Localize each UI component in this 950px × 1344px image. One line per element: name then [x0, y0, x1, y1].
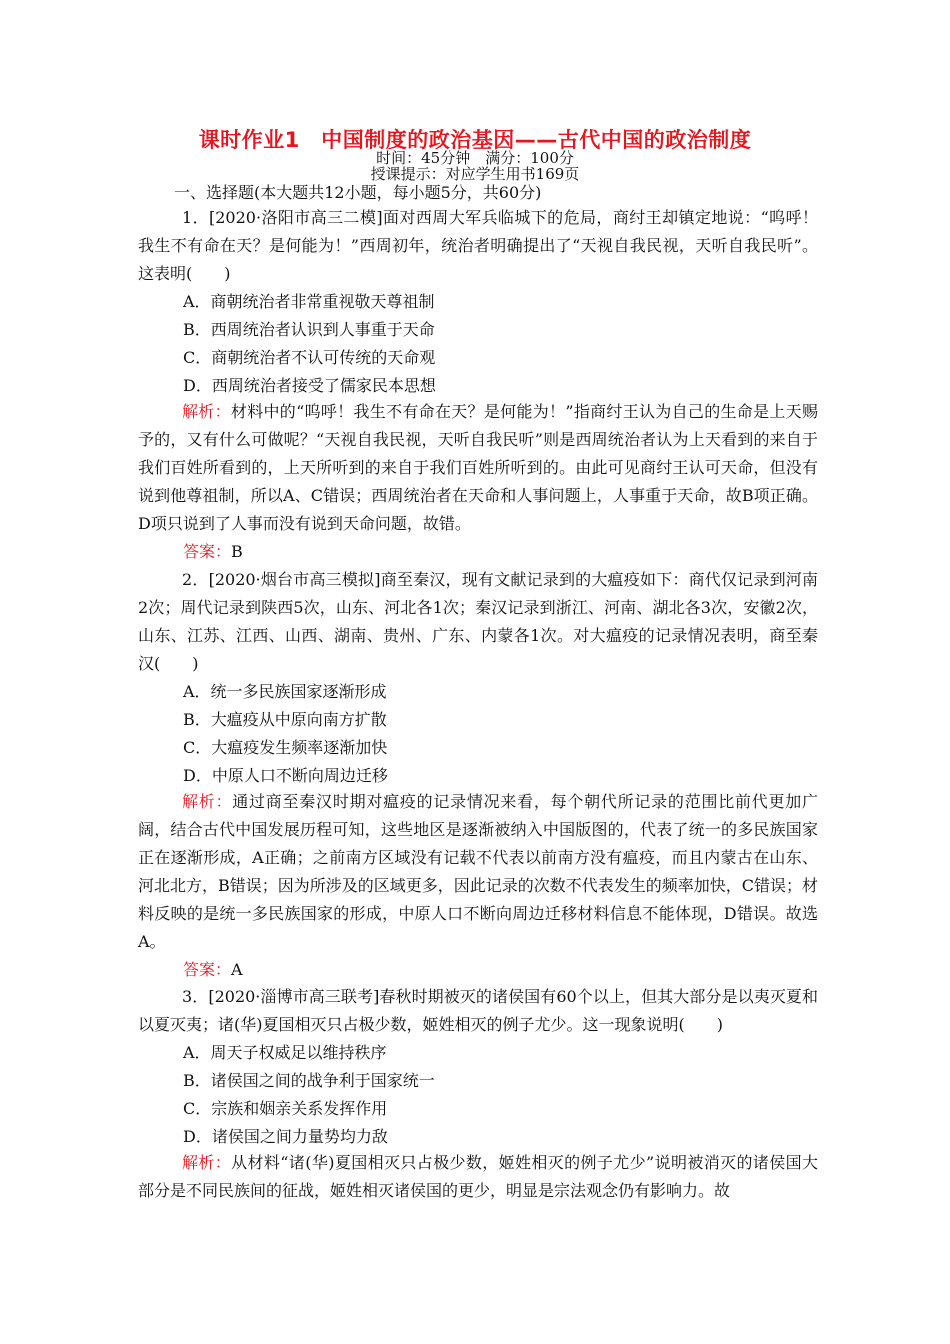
question-3-option-c: C．宗族和姻亲关系发挥作用: [183, 1099, 388, 1118]
question-1-option-a: A．商朝统治者非常重视敬天尊祖制: [183, 292, 435, 311]
answer-label: 答案：: [183, 960, 232, 979]
question-2-stem: 2．[2020·烟台市高三模拟]商至秦汉，现有文献记录到的大瘟疫如下：商代仅记录到河南2次；周代记录到陕西5次，山东、河北各1次；秦汉记录到浙江、河南、湖北各3次，安徽2次，山东、江苏、江西、山西、湖南、贵州、广东、内蒙各1次。对大瘟疫的记录情况表明，商至秦汉( ): [138, 570, 818, 673]
question-3-option-a: A．周天子权威足以维持秩序: [183, 1043, 387, 1062]
question-2-option-a: A．统一多民族国家逐渐形成: [183, 682, 387, 701]
question-1-option-c: C．商朝统治者不认可传统的天命观: [183, 348, 436, 367]
question-2-answer: [183, 960, 243, 980]
analysis-text: 从材料“诸(华)夏国相灭只占极少数，姬姓相灭的例子尤少”说明被消灭的诸侯国大部分是不同民族间的征战，姬姓相灭诸侯国的更少，明显是宗法观念仍有影响力。故: [138, 1153, 818, 1200]
question-3-option-b: B．诸侯国之间的战争利于国家统一: [183, 1071, 435, 1090]
page-title: 课时作业1 中国制度的政治基因——古代中国的政治制度: [198, 128, 752, 152]
hint-info: 授课提示：对应学生用书169页: [370, 165, 580, 183]
analysis-label: 解析：: [182, 402, 231, 421]
question-3-analysis: [138, 1149, 818, 1205]
answer-label: 答案：: [183, 542, 232, 561]
analysis-text: 通过商至秦汉时期对瘟疫的记录情况来看，每个朝代所记录的范围比前代更加广阔，结合古代中国发展历程可知，这些地区是逐渐被纳入中国版图的，代表了统一的多民族国家正在逐渐形成，A正确；之前南方区域没有记载不代表以前南方没有瘟疫，而且内蒙古在山东、河北北方，B错误；因为所涉及的区域更多，因此记录的次数不代表发生的频率加快，C错误；材料反映的是统一多民族国家的形成，中原人口不断向周边迁移材料信息不能体现，D错误。故选A。: [138, 792, 819, 951]
answer-value: B: [231, 542, 243, 561]
question-2-option-c: C．大瘟疫发生频率逐渐加快: [183, 738, 388, 757]
question-3-stem: 3．[2020·淄博市高三联考]春秋时期被灭的诸侯国有60个以上，但其大部分是以夷灭夏和以夏灭夷；诸(华)夏国相灭只占极少数，姬姓相灭的例子尤少。这一现象说明( ): [138, 987, 818, 1034]
section-heading: 一、选择题(本大题共12小题，每小题5分，共60分): [174, 183, 542, 202]
question-1-answer: [183, 542, 243, 562]
analysis-text: 材料中的“呜呼！我生不有命在天？是何能为！”指商纣王认为自己的生命是上天赐予的，又有什么可做呢？“天视自我民视，天听自我民听”则是西周统治者认为上天看到的来自于我们百姓所看到的，上天所听到的来自于我们百姓所听到的。由此可见商纣王认可天命，但没有说到他尊祖制，所以A、C错误；西周统治者在天命和人事问题上，人事重于天命，故B项正确。D项只说到了人事而没有说到天命问题，故错。: [138, 402, 818, 533]
analysis-label: 解析：: [182, 792, 233, 811]
question-1-option-b: B．西周统治者认识到人事重于天命: [183, 320, 435, 339]
question-2-option-b: B．大瘟疫从中原向南方扩散: [183, 710, 387, 729]
question-3-option-d: D．诸侯国之间力量势均力敌: [183, 1127, 388, 1146]
question-1-option-d: D．西周统治者接受了儒家民本思想: [183, 376, 436, 395]
answer-value: A: [231, 960, 243, 979]
question-2-option-d: D．中原人口不断向周边迁移: [183, 766, 388, 785]
question-2-analysis: [138, 788, 818, 956]
analysis-label: 解析：: [182, 1153, 232, 1172]
question-1-stem: 1．[2020·洛阳市高三二模]面对西周大军兵临城下的危局，商纣王却镇定地说：“呜呼！我生不有命在天？是何能为！”西周初年，统治者明确提出了“天视自我民视，天听自我民听”。这表明( ): [138, 208, 818, 283]
question-1-analysis: [138, 398, 818, 538]
time-info: 时间：45分钟 满分：100分: [376, 149, 574, 167]
